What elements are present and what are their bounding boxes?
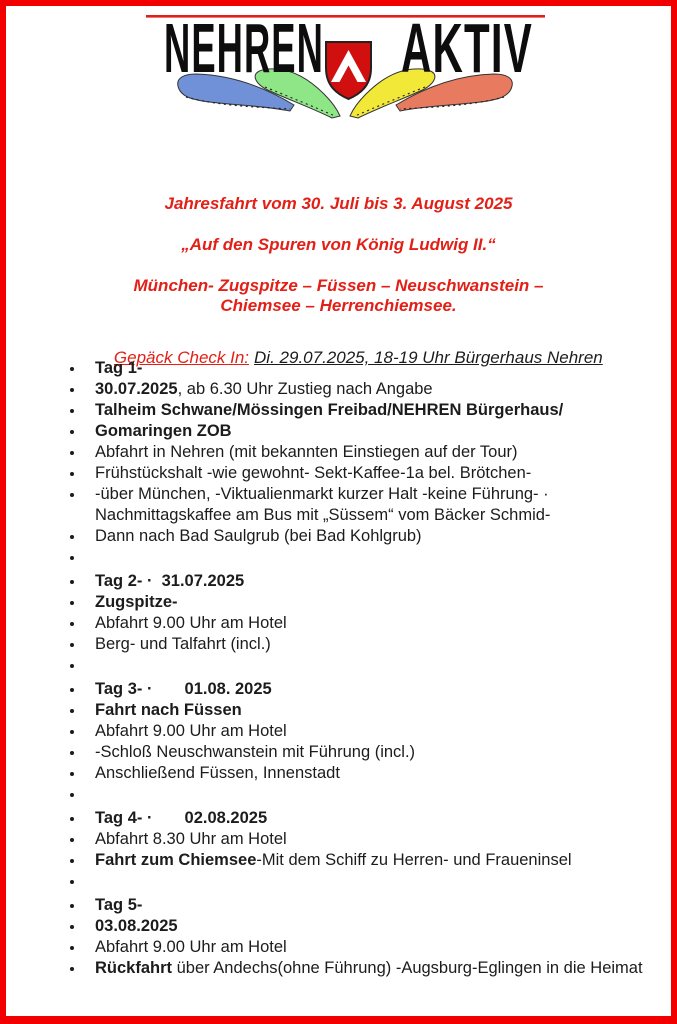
list-item-text [95,379,433,400]
trip-route [0,276,677,316]
bullet-dot-icon [64,829,95,850]
bullet-dot-icon [64,442,95,463]
list-item [64,547,663,568]
bullet-dot-icon [64,526,95,547]
list-item [64,958,663,979]
bullet-dot-icon [64,592,95,613]
bullet-dot-icon [64,808,95,829]
bullet-dot-icon [64,958,95,979]
itinerary-list [64,355,663,979]
list-item-text [95,958,643,979]
list-item [64,484,663,505]
list-item-regular-text: Abfahrt 9.00 Uhr am Hotel [95,722,287,740]
list-item [64,634,663,655]
list-item-text [95,808,267,829]
list-item [64,784,663,805]
bullet-dot-icon [64,421,95,442]
list-item-bold-text: Zugspitze- [95,593,178,611]
list-item-text [95,442,518,463]
club-logo-graphic [144,12,548,126]
list-item [64,937,663,958]
bullet-dot-icon [64,916,95,937]
list-item-bold-text: Fahrt nach Füssen [95,701,242,719]
list-item [64,463,663,484]
list-item [64,916,663,937]
checkin-value: Di. 29.07.2025, 18-19 Uhr Bürgerhaus Nehren [254,348,603,367]
bullet-dot-icon [64,742,95,763]
list-item-bold-text: Tag 1- [95,359,143,377]
list-item-regular-text: , ab 6.30 Uhr Zustieg nach Angabe [177,380,433,398]
logo-text-nehren: NEHREN [163,12,324,88]
list-item-text [95,592,178,613]
list-item-regular-text: Frühstückshalt -wie gewohnt- Sekt-Kaffee-1a bel. Brötchen- [95,464,532,482]
list-item-text [95,850,572,871]
trip-title: Jahresfahrt vom 30. Juli bis 3. August 2025 [164,194,513,213]
list-item-text [95,505,550,526]
list-item [64,679,663,700]
trip-route-line2: Chiemsee – Herrenchiemsee. [220,296,457,315]
list-item [64,895,663,916]
list-item [64,871,663,892]
list-item-bold-text: 03.08.2025 [95,917,178,935]
list-item-text [95,916,178,937]
list-item-text [95,937,287,958]
bullet-dot-icon [64,400,95,421]
list-item [64,571,663,592]
bullet-dot-icon [64,484,95,505]
list-item-regular-text: -Mit dem Schiff zu Herren- und Fraueninsel [256,851,572,869]
list-item-bold-text: 30.07.2025 [95,380,178,398]
list-item-text [95,463,531,484]
list-item-text [95,829,287,850]
list-item [64,808,663,829]
list-item [64,358,663,379]
list-item-regular-text: Abfahrt 9.00 Uhr am Hotel [95,938,287,956]
bullet-dot-icon [64,721,95,742]
list-item [64,721,663,742]
list-item-bold-text: Tag 2- · 31.07.2025 [95,572,245,590]
list-item-regular-text: Dann nach Bad Saulgrub (bei Bad Kohlgrub) [95,527,422,545]
list-item-regular-text: Abfahrt 8.30 Uhr am Hotel [95,830,287,848]
list-item-bold-text: Tag 3- · 01.08. 2025 [95,680,272,698]
list-item-regular-text: -über München, -Viktualienmarkt kurzer Halt -keine Führung- · [95,485,549,503]
list-item-bold-text: Talheim Schwane/Mössingen Freibad/NEHREN Bürgerhaus/ [95,401,564,419]
list-item-bold-text: Fahrt zum Chiemsee [95,851,257,869]
list-item-regular-text: Berg- und Talfahrt (incl.) [95,635,271,653]
list-item-text [95,400,563,421]
list-item-text [95,484,549,505]
list-item [64,655,663,676]
list-item-text [95,613,287,634]
list-item [64,763,663,784]
bullet-dot-icon [64,895,95,916]
list-item-regular-text: Nachmittagskaffee am Bus mit „Süssem“ vom Bäcker Schmid- [95,506,551,524]
list-item-regular-text: Abfahrt 9.00 Uhr am Hotel [95,614,287,632]
list-item-regular-text: -Schloß Neuschwanstein mit Führung (incl.) [95,743,416,761]
list-item [64,700,663,721]
trip-route-line1: München- Zugspitze – Füssen – Neuschwanstein – [133,276,544,295]
list-item-regular-text: über Andechs(ohne Führung) -Augsburg-Eglingen in die Heimat [172,959,643,977]
bullet-dot-icon [64,613,95,634]
list-item-bold-text: Tag 4- · 02.08.2025 [95,809,268,827]
list-item-text [95,526,422,547]
bullet-dot-icon [64,700,95,721]
list-item [64,592,663,613]
list-item-text [95,421,232,442]
logo-text-aktiv: AKTIV [400,12,533,88]
list-item [64,379,663,400]
list-item [64,505,663,526]
bullet-dot-icon [64,871,95,892]
bullet-dot-icon [64,571,95,592]
list-item [64,742,663,763]
list-item-text [95,721,287,742]
checkin-label: Gepäck Check In: [113,348,250,367]
bullet-dot-icon [64,655,95,676]
list-item-text [95,571,244,592]
list-item [64,613,663,634]
club-logo [144,12,548,126]
list-item-text [95,742,415,763]
trip-motto: „Auf den Spuren von König Ludwig II.“ [181,235,496,254]
list-item [64,442,663,463]
bullet-dot-icon [64,937,95,958]
bullet-dot-icon [64,634,95,655]
list-item-bold-text: Rückfahrt [95,959,173,977]
list-item-text [95,358,142,379]
list-item-text [95,679,272,700]
bullet-dot-icon [64,784,95,805]
list-item [64,829,663,850]
bullet-dot-icon [64,379,95,400]
bullet-dot-icon [64,358,95,379]
list-item [64,421,663,442]
list-item [64,526,663,547]
list-item-text [95,763,340,784]
list-item-bold-text: Gomaringen ZOB [95,422,232,440]
list-item-text [95,895,142,916]
list-item-text [95,634,271,655]
bullet-dot-icon [64,463,95,484]
bullet-dot-icon [64,547,95,568]
bullet-dot-icon [64,850,95,871]
bullet-dot-icon [64,763,95,784]
list-item-bold-text: Tag 5- [95,896,143,914]
list-item [64,400,663,421]
bullet-dot-icon [64,505,95,526]
list-item-text [95,700,242,721]
bullet-dot-icon [64,679,95,700]
list-item [64,850,663,871]
list-item-regular-text: Abfahrt in Nehren (mit bekannten Einstiegen auf der Tour) [95,443,518,461]
list-item-regular-text: Anschließend Füssen, Innenstadt [95,764,340,782]
